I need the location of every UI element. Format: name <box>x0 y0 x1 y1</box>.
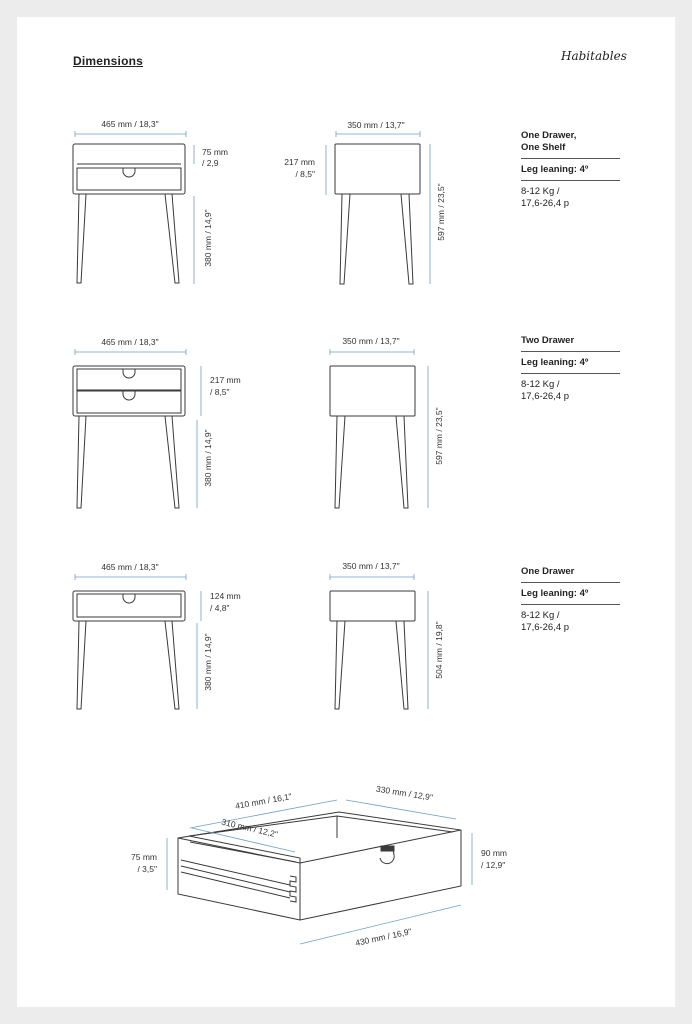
row3-front-width: 465 mm / 18,3" <box>101 562 159 572</box>
spec-leg-leaning: Leg leaning: 4º <box>521 159 620 181</box>
row3-front-box-b: / 4,8" <box>210 603 230 613</box>
front-view-two-drawer <box>73 366 185 508</box>
row1-front-width: 465 mm / 18,3" <box>101 119 159 129</box>
dimension-lines <box>75 131 472 944</box>
row1-front-top-b: / 2,9 <box>202 158 219 168</box>
spec-name: Two Drawer <box>521 335 620 352</box>
spec-weight: 8-12 Kg / 17,6-26,4 p <box>521 379 570 402</box>
spec-weight: 8-12 Kg / 17,6-26,4 p <box>521 610 570 633</box>
spec-name: One Drawer <box>521 566 620 583</box>
drawer-isometric <box>178 812 461 920</box>
side-view-two-drawer <box>330 366 415 508</box>
row1-total-height: 597 mm / 23,5" <box>436 183 446 241</box>
row3-leg-height: 380 mm / 14,9" <box>203 633 213 691</box>
row1-front-top-a: 75 mm <box>202 147 228 157</box>
page-title: Dimensions <box>73 54 144 68</box>
drawer-bottom-length: 430 mm / 16,9" <box>354 926 413 948</box>
row2-side-width: 350 mm / 13,7" <box>342 336 400 346</box>
row2-front-box-b: / 8,5" <box>210 387 230 397</box>
row2-leg-height: 380 mm / 14,9" <box>203 429 213 487</box>
row2-front-box-a: 217 mm <box>210 375 241 385</box>
row1-side-box-b: / 8,5" <box>295 169 315 179</box>
drawer-outer-depth: 330 mm / 12,9" <box>375 783 434 803</box>
row3-total-height: 504 mm / 19,8" <box>434 621 444 679</box>
row1-leg-height: 380 mm / 14,9" <box>203 209 213 267</box>
drawer-height-left-b: / 3,5" <box>137 864 157 874</box>
row2-front-width: 465 mm / 18,3" <box>101 337 159 347</box>
row3-side-width: 350 mm / 13,7" <box>342 561 400 571</box>
spec-name: One Drawer, One Shelf <box>521 130 620 159</box>
side-view-one-drawer-one-shelf <box>335 144 420 284</box>
drawer-outer-width: 410 mm / 16,1" <box>234 791 293 811</box>
side-view-one-drawer <box>330 591 415 709</box>
row2-total-height: 597 mm / 23,5" <box>434 407 444 465</box>
front-view-one-drawer-one-shelf <box>73 144 185 283</box>
row1-side-box-a: 217 mm <box>284 157 315 167</box>
spec-leg-leaning: Leg leaning: 4º <box>521 583 620 605</box>
row1-side-width: 350 mm / 13,7" <box>347 120 405 130</box>
drawer-height-right-b: / 12,9" <box>481 860 506 870</box>
front-view-one-drawer <box>73 591 185 709</box>
drawer-inner-width: 310 mm / 12,2" <box>220 816 279 840</box>
spec-one-drawer <box>521 566 620 634</box>
drawer-height-left-a: 75 mm <box>131 852 157 862</box>
spec-weight: 8-12 Kg / 17,6-26,4 p <box>521 186 570 209</box>
brand-logo: Habitables <box>561 49 627 63</box>
row3-front-box-a: 124 mm <box>210 591 241 601</box>
dimension-labels <box>101 119 507 948</box>
spec-two-drawer <box>521 335 620 403</box>
drawer-height-right-a: 90 mm <box>481 848 507 858</box>
spec-one-drawer-one-shelf <box>521 130 620 210</box>
spec-leg-leaning: Leg leaning: 4º <box>521 352 620 374</box>
